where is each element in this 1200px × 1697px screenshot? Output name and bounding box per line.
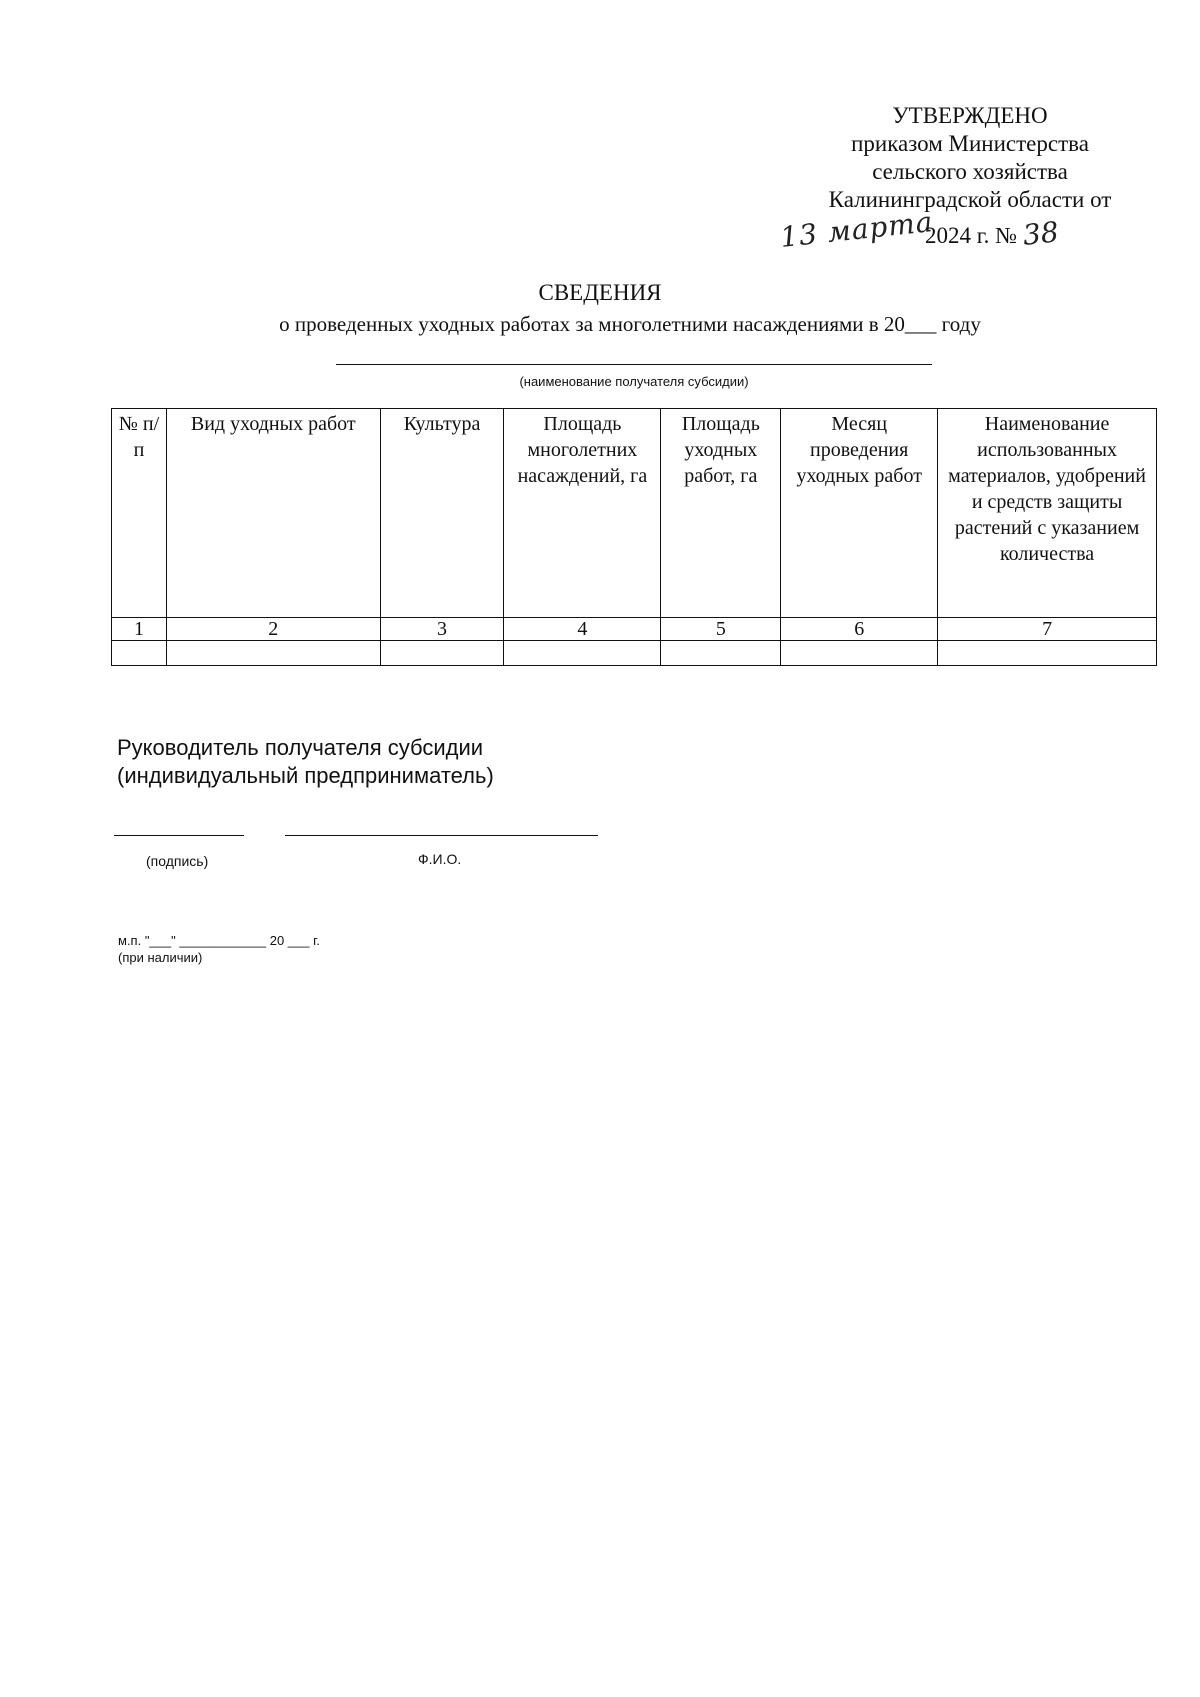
table-column-number-row	[112, 618, 1157, 641]
signer-subtitle: (индивидуальный предприниматель)	[117, 763, 494, 788]
header-cell-work-area: Площадь уходных работ, га	[661, 409, 781, 618]
full-name-line[interactable]	[285, 835, 598, 836]
full-name-caption: Ф.И.О.	[418, 851, 462, 867]
handwritten-number: 38	[1021, 215, 1061, 252]
table-row	[112, 641, 1157, 666]
table-cell[interactable]	[112, 641, 167, 666]
approval-date-line	[778, 205, 1140, 254]
column-number: 4	[504, 618, 661, 641]
approved-heading: УТВЕРЖДЕНО	[892, 103, 1048, 128]
header-cell-number: № п/п	[112, 409, 167, 618]
document-title: СВЕДЕНИЯ	[538, 280, 662, 305]
recipient-caption: (наименование получателя субсидии)	[519, 374, 749, 389]
approval-line-3: Калининградской области от	[828, 187, 1112, 212]
column-number: 1	[112, 618, 167, 641]
approval-line-1: приказом Министерства	[851, 131, 1089, 156]
approval-block	[778, 102, 1140, 254]
table-cell[interactable]	[380, 641, 504, 666]
column-number: 5	[661, 618, 781, 641]
stamp-note: (при наличии)	[118, 950, 203, 965]
recipient-name-line[interactable]	[336, 364, 932, 365]
column-number: 3	[380, 618, 504, 641]
header-cell-plantation-area: Площадь многолетних насаждений, га	[504, 409, 661, 618]
header-cell-work-type: Вид уходных работ	[166, 409, 380, 618]
table-cell[interactable]	[938, 641, 1157, 666]
column-number: 7	[938, 618, 1157, 641]
signature-caption: (подпись)	[146, 853, 209, 869]
date-rest-text: 2024 г. №	[925, 223, 1018, 248]
table-cell[interactable]	[166, 641, 380, 666]
table-cell[interactable]	[781, 641, 938, 666]
signer-title: Руководитель получателя субсидии	[117, 735, 484, 760]
stamp-block	[118, 932, 320, 966]
works-table	[111, 408, 1157, 666]
document-subtitle: о проведенных уходных работах за многолетними насаждениями в 20___ году	[279, 312, 981, 336]
table-header-row	[112, 409, 1157, 618]
signature-line[interactable]	[114, 835, 244, 836]
table-cell[interactable]	[504, 641, 661, 666]
approval-date-rest	[925, 215, 1061, 252]
column-number: 6	[781, 618, 938, 641]
signer-block	[117, 734, 494, 790]
stamp-date-line: м.п. "___" ____________ 20 ___ г.	[118, 933, 320, 948]
column-number: 2	[166, 618, 380, 641]
table-cell[interactable]	[661, 641, 781, 666]
handwritten-date: 13 марта	[778, 205, 935, 254]
approval-line-2: сельского хозяйства	[872, 159, 1068, 184]
header-cell-month: Месяц проведения уходных работ	[781, 409, 938, 618]
header-cell-crop: Культура	[380, 409, 504, 618]
header-cell-materials: Наименование использованных материалов, удобрений и средств защиты растений с указанием количества	[938, 409, 1157, 618]
